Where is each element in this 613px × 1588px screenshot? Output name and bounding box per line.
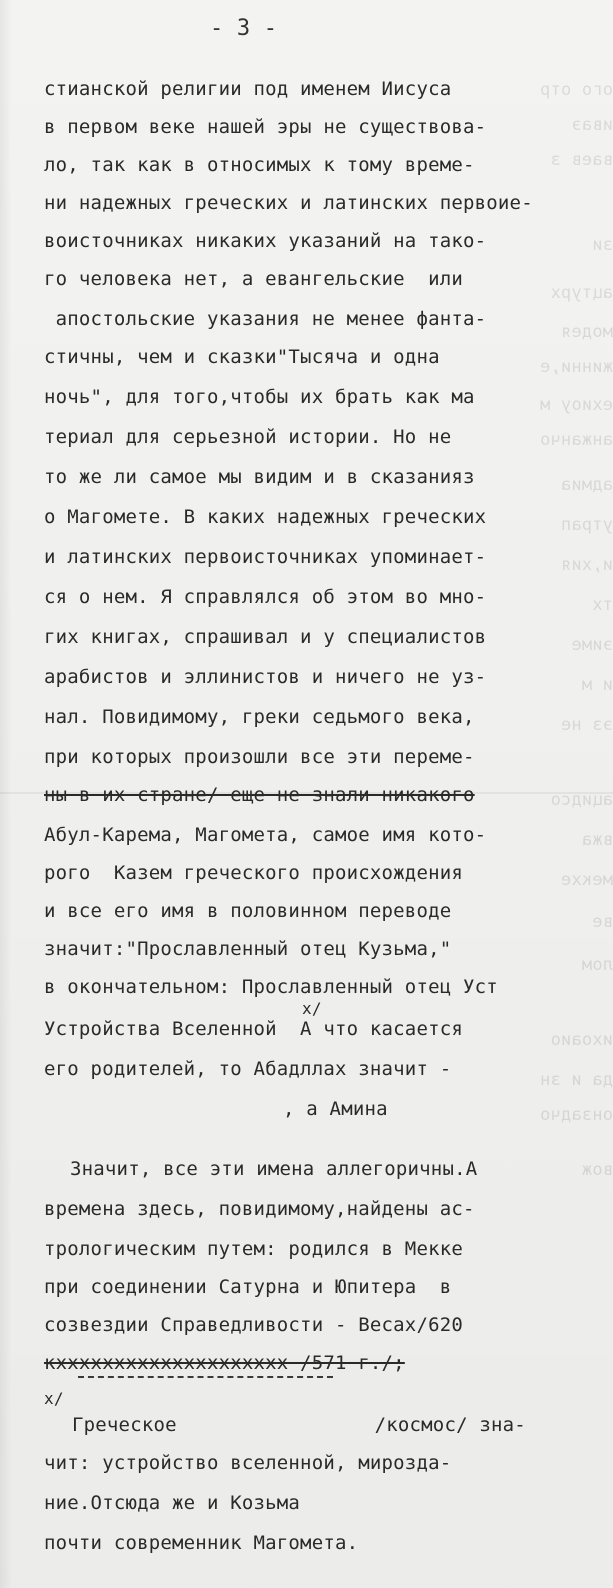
ghost-line: вож xyxy=(581,1160,613,1180)
ghost-line: ваев з xyxy=(550,150,613,170)
text-line: трологическим путем: родился в Мекке xyxy=(44,1238,464,1260)
text-line: ни надежных греческих и латинских первоие- xyxy=(44,192,533,214)
text-line: и латинских первоисточниках упоминает- xyxy=(44,546,487,568)
ghost-line: и м xyxy=(581,675,613,695)
ghost-line: и,хия xyxy=(560,555,613,575)
ghost-line: анжанчо xyxy=(539,430,613,450)
text-line: о Магомете. В каких надежных греческих xyxy=(44,506,487,528)
text-line: Устройства Вселенной А что касается xyxy=(44,1018,464,1040)
footnote-marker: x/ xyxy=(44,1389,64,1408)
ghost-line: иваэ xyxy=(571,115,613,135)
ghost-line: вжа xyxy=(581,830,613,850)
text-line: времена здесь, повидимому,найдены ас- xyxy=(44,1198,475,1220)
text-line: при соединении Сатурна и Юпитера в xyxy=(44,1276,452,1298)
text-line: воисточниках никаких указаний на тако- xyxy=(44,230,487,252)
ghost-line: да и зн xyxy=(539,1070,613,1090)
ghost-line: онзадчо xyxy=(539,1105,613,1125)
ghost-line: утрап xyxy=(560,515,613,535)
separator-dashes xyxy=(78,1376,333,1378)
text-line: ночь", для того,чтобы их брать как ма xyxy=(44,386,475,408)
text-line: Значит, все эти имена аллегоричны.А xyxy=(70,1158,478,1180)
ghost-line: адмиа xyxy=(560,475,613,495)
ghost-line: ацидсо xyxy=(550,790,613,810)
text-line: в первом веке нашей эры не существова- xyxy=(44,116,487,138)
ghost-line: ихоаио xyxy=(550,1030,613,1050)
footnote-marker: x/ xyxy=(302,999,322,1018)
ghost-line: мекхе xyxy=(560,870,613,890)
text-line: стичны, чем и сказки"Тысяча и одна xyxy=(44,346,440,368)
ghost-line: жинни,е xyxy=(539,357,613,377)
text-line: арабистов и эллинистов и ничего не уз- xyxy=(44,666,487,688)
text-line: апостольские указания не менее фанта- xyxy=(44,308,487,330)
ghost-line: ехиоу м xyxy=(539,395,613,415)
text-line: Абул-Карема, Магомета, самое имя кото- xyxy=(44,824,487,846)
text-line: ло, так как в относимых к тому време- xyxy=(44,154,475,176)
text-line: его родителей, то Абадллах значит - xyxy=(44,1058,452,1080)
ghost-line: ого отр xyxy=(539,80,613,100)
text-line: почти современник Магомета. xyxy=(44,1532,359,1554)
ghost-line: тх xyxy=(592,595,613,615)
text-line: ние.Отсюда же и Козьма xyxy=(44,1492,301,1514)
text-line: стианской религии под именем Иисуса xyxy=(44,78,452,100)
text-line: ся о нем. Я справлялся об этом во мно- xyxy=(44,586,487,608)
ghost-line: эз не xyxy=(560,715,613,735)
ghost-line: зи xyxy=(592,235,613,255)
text-line: в окончательном: Прославленный отец Уст xyxy=(44,976,498,998)
text-line: то же ли самое мы видим и в сказанияз xyxy=(44,466,475,488)
text-line: при которых произошли все эти переме- xyxy=(44,746,475,768)
text-line: нал. Повидимому, греки седьмого века, xyxy=(44,706,475,728)
ghost-line: ацтурх xyxy=(550,283,613,303)
text-line: , а Амина xyxy=(283,1098,388,1120)
text-line: чит: устройство вселенной, мирозда- xyxy=(44,1452,452,1474)
text-line: и все его имя в половинном переводе xyxy=(44,900,452,922)
ghost-line: лом xyxy=(581,955,613,975)
text-line: созвездии Справедливости - Весах/620 xyxy=(44,1314,464,1336)
text-line: го человека нет, а евангельские или xyxy=(44,268,464,290)
text-line-struck: кхххххххххххххххххххх /571 г./; xyxy=(44,1352,405,1374)
text-line: рого Казем греческого происхождения xyxy=(44,862,464,884)
ghost-line: эиме xyxy=(571,635,613,655)
ghost-line: модея xyxy=(560,322,613,342)
text-line: гих книгах, спрашивал и у специалистов xyxy=(44,626,487,648)
ghost-line: ве xyxy=(592,912,613,932)
page-number: - 3 - xyxy=(210,16,278,41)
text-line: Греческое /космос/ зна- xyxy=(72,1414,526,1436)
text-line: значит:"Прославленный отец Кузьма," xyxy=(44,938,452,960)
text-line-struck: ны в их стране/ еще не знали никакого xyxy=(44,784,475,806)
text-line: териал для серьезной истории. Но не xyxy=(44,426,452,448)
